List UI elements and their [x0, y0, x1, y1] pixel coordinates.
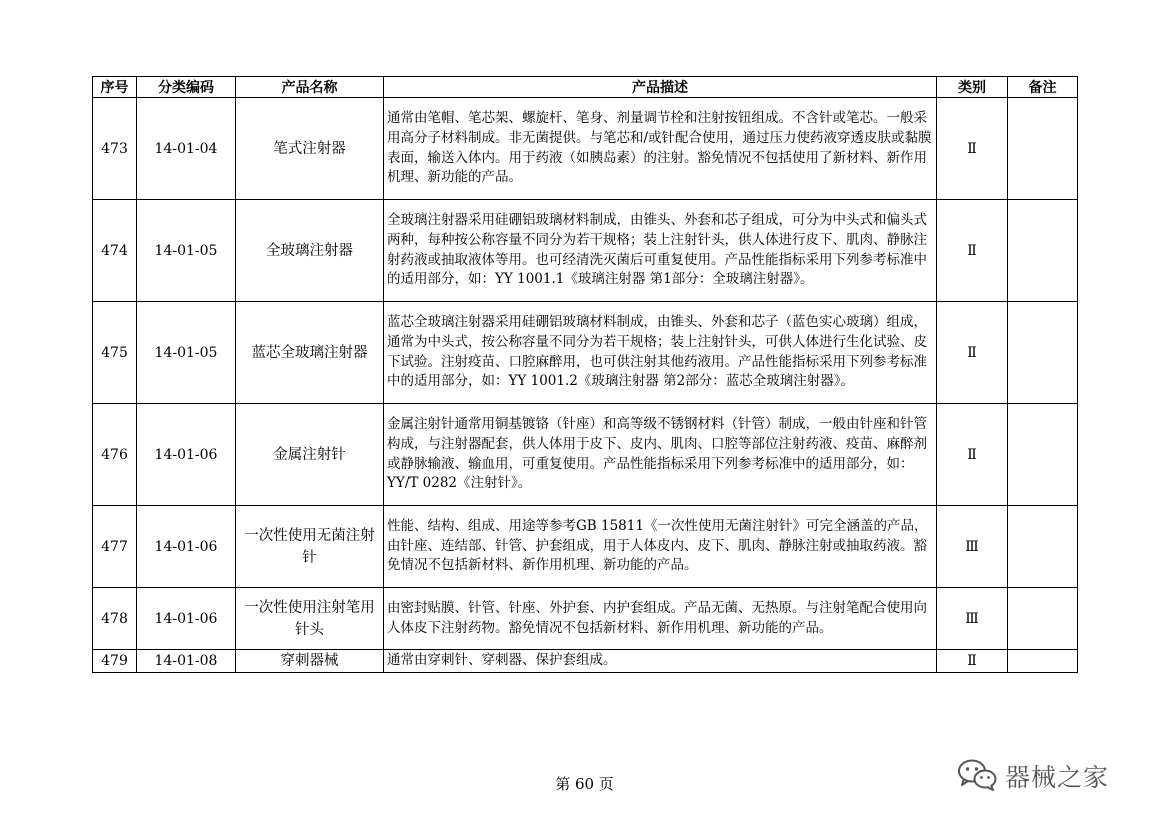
header-serial-no: 序号 — [93, 77, 137, 98]
product-name-cell: 穿刺器械 — [236, 650, 384, 673]
table-row — [93, 506, 1078, 588]
serial-no-cell: 475 — [93, 302, 137, 404]
catalog-table — [92, 76, 1078, 673]
wechat-icon — [955, 756, 999, 796]
class-cell: Ⅱ — [937, 302, 1008, 404]
product-name-cell: 全玻璃注射器 — [236, 200, 384, 302]
class-cell: Ⅱ — [937, 98, 1008, 200]
remark-cell — [1008, 98, 1078, 200]
remark-cell — [1008, 588, 1078, 650]
product-description-cell: 通常由笔帽、笔芯架、螺旋杆、笔身、剂量调节栓和注射按钮组成。不含针或笔芯。一般采用高分子材料制成。非无菌提供。与笔芯和/或针配合使用，通过压力使药液穿透皮肤或黏膜表面，输送入体内。用于药液（如胰岛素）的注射。豁免情况不包括使用了新材料、新作用机理、新功能的产品。 — [384, 98, 937, 200]
product-name-cell: 一次性使用无菌注射针 — [236, 506, 384, 588]
serial-no-cell: 473 — [93, 98, 137, 200]
product-description-cell: 由密封贴膜、针管、针座、外护套、内护套组成。产品无菌、无热原。与注射笔配合使用向人体皮下注射药物。豁免情况不包括新材料、新作用机理、新功能的产品。 — [384, 588, 937, 650]
category-code-cell: 14-01-05 — [137, 200, 236, 302]
table-row — [93, 98, 1078, 200]
class-cell: Ⅱ — [937, 200, 1008, 302]
serial-no-cell: 474 — [93, 200, 137, 302]
category-code-cell: 14-01-04 — [137, 98, 236, 200]
remark-cell — [1008, 650, 1078, 673]
table-row — [93, 588, 1078, 650]
class-cell: Ⅱ — [937, 650, 1008, 673]
class-cell: Ⅲ — [937, 588, 1008, 650]
product-description-cell: 全玻璃注射器采用硅硼铝玻璃材料制成，由锥头、外套和芯子组成，可分为中头式和偏头式两种，每种按公称容量不同分为若干规格；装上注射针头，供人体进行皮下、肌肉、静脉注射药液或抽取液体等用。也可经清洗灭菌后可重复使用。产品性能指标采用下列参考标准中的适用部分，如：YY 1001.1《玻璃注射器 第1部分：全玻璃注射器》。 — [384, 200, 937, 302]
product-description-cell: 金属注射针通常用铜基镀铬（针座）和高等级不锈钢材料（针管）制成，一般由针座和针管构成，与注射器配套，供人体用于皮下、皮内、肌肉、口腔等部位注射药液、疫苗、麻醉剂或静脉输液、输血用，可重复使用。产品性能指标采用下列参考标准中的适用部分，如： YY/T 0282《注射针》。 — [384, 404, 937, 506]
serial-no-cell: 478 — [93, 588, 137, 650]
remark-cell — [1008, 302, 1078, 404]
header-category-code: 分类编码 — [137, 77, 236, 98]
category-code-cell: 14-01-06 — [137, 404, 236, 506]
product-name-cell: 蓝芯全玻璃注射器 — [236, 302, 384, 404]
category-code-cell: 14-01-05 — [137, 302, 236, 404]
remark-cell — [1008, 404, 1078, 506]
product-description-cell: 蓝芯全玻璃注射器采用硅硼铝玻璃材料制成，由锥头、外套和芯子（蓝色实心玻璃）组成，通常为中头式，按公称容量不同分为若干规格；装上注射针头，可供人体进行生化试验、皮下试验。注射疫苗、口腔麻醉用，也可供注射其他药液用。产品性能指标采用下列参考标准中的适用部分，如：YY 1001.2《玻璃注射器 第2部分：蓝芯全玻璃注射器》。 — [384, 302, 937, 404]
class-cell: Ⅱ — [937, 404, 1008, 506]
category-code-cell: 14-01-06 — [137, 506, 236, 588]
table-row — [93, 302, 1078, 404]
product-description-cell: 通常由穿刺针、穿刺器、保护套组成。 — [384, 650, 937, 673]
table-row — [93, 404, 1078, 506]
header-product-description: 产品描述 — [384, 77, 937, 98]
category-code-cell: 14-01-06 — [137, 588, 236, 650]
header-remarks: 备注 — [1008, 77, 1078, 98]
category-code-cell: 14-01-08 — [137, 650, 236, 673]
serial-no-cell: 479 — [93, 650, 137, 673]
header-product-name: 产品名称 — [236, 77, 384, 98]
product-name-cell: 笔式注射器 — [236, 98, 384, 200]
watermark-text: 器械之家 — [1005, 763, 1110, 792]
remark-cell — [1008, 506, 1078, 588]
watermark — [955, 758, 1140, 794]
remark-cell — [1008, 200, 1078, 302]
table-row — [93, 200, 1078, 302]
serial-no-cell: 476 — [93, 404, 137, 506]
product-description-cell: 性能、结构、组成、用途等参考GB 15811《一次性使用无菌注射针》可完全涵盖的产品，由针座、连结部、针管、护套组成，用于人体皮内、皮下、肌肉、静脉注射或抽取药液。豁免情况不包括新材料、新作用机理、新功能的产品。 — [384, 506, 937, 588]
header-row — [93, 77, 1078, 98]
table-row — [93, 650, 1078, 673]
serial-no-cell: 477 — [93, 506, 137, 588]
product-name-cell: 一次性使用注射笔用针头 — [236, 588, 384, 650]
product-name-cell: 金属注射针 — [236, 404, 384, 506]
header-class: 类别 — [937, 77, 1008, 98]
page-number: 第 60 页 — [555, 775, 614, 793]
class-cell: Ⅲ — [937, 506, 1008, 588]
